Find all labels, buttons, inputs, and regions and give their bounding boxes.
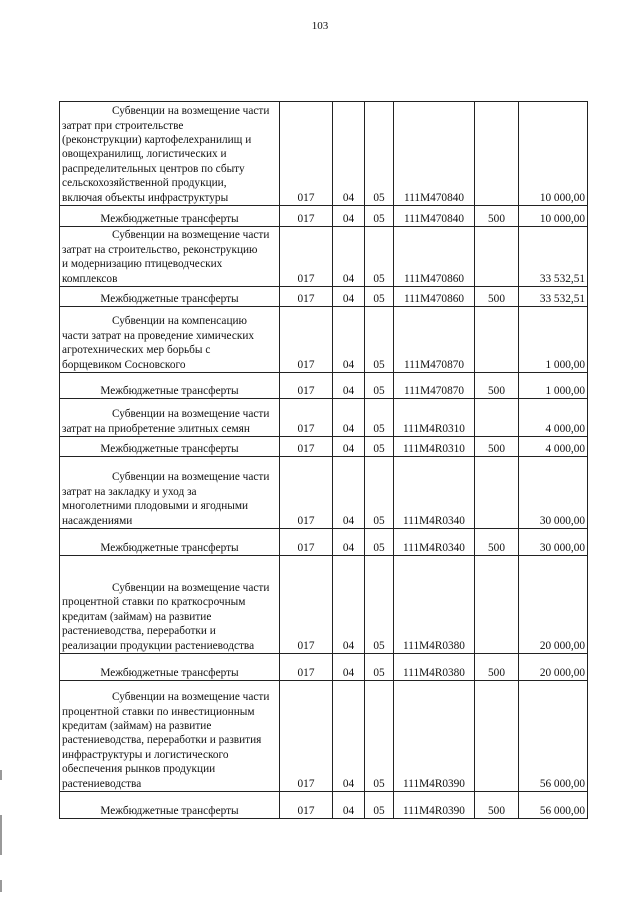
description-line: реализации продукции растениеводства bbox=[62, 639, 255, 652]
cell-amount: 1 000,00 bbox=[519, 307, 588, 373]
description-line: инфраструктуры и логистического bbox=[62, 748, 229, 761]
cell-subsection: 05 bbox=[365, 227, 394, 287]
cell-expense-type bbox=[475, 102, 519, 206]
cell-section: 04 bbox=[333, 654, 365, 681]
description-line: (реконструкции) картофелехранилищ и bbox=[62, 133, 252, 146]
cell-section: 04 bbox=[333, 227, 365, 287]
cell-target-article: 111М4R0390 bbox=[394, 681, 475, 792]
cell-expense-type: 500 bbox=[475, 437, 519, 457]
cell-description bbox=[60, 102, 280, 206]
description-line: и модернизацию птицеводческих bbox=[62, 258, 223, 271]
cell-target-article: 111М4R0340 bbox=[394, 529, 475, 556]
description-line: обеспечения рынков продукции bbox=[62, 763, 216, 776]
subvention-row bbox=[60, 556, 588, 654]
cell-expense-type bbox=[475, 457, 519, 529]
cell-section: 04 bbox=[333, 102, 365, 206]
cell-subsection: 05 bbox=[365, 373, 394, 399]
transfer-row bbox=[60, 206, 588, 227]
description-line: Межбюджетные трансферты bbox=[100, 292, 239, 305]
scan-edge-mark bbox=[0, 815, 2, 855]
cell-target-article: 111М4R0340 bbox=[394, 457, 475, 529]
cell-subsection: 05 bbox=[365, 654, 394, 681]
cell-description bbox=[60, 307, 280, 373]
cell-description bbox=[60, 556, 280, 654]
cell-section: 04 bbox=[333, 206, 365, 227]
subvention-row bbox=[60, 227, 588, 287]
cell-grbs: 017 bbox=[280, 437, 333, 457]
cell-expense-type: 500 bbox=[475, 654, 519, 681]
description-line: растениеводства, переработки и bbox=[62, 625, 216, 638]
cell-grbs: 017 bbox=[280, 556, 333, 654]
cell-amount: 30 000,00 bbox=[519, 529, 588, 556]
description-line: кредитам (займам) на развитие bbox=[62, 719, 212, 732]
cell-description bbox=[60, 792, 280, 819]
cell-target-article: 111М4R0390 bbox=[394, 792, 475, 819]
description-line: части затрат на проведение химических bbox=[62, 329, 255, 342]
description-line: Субвенции на возмещение части bbox=[112, 471, 270, 484]
description-line: насаждениями bbox=[62, 514, 133, 527]
cell-grbs: 017 bbox=[280, 399, 333, 437]
page-number: 103 bbox=[311, 20, 329, 32]
cell-subsection: 05 bbox=[365, 287, 394, 307]
description-line: Субвенции на возмещение части bbox=[112, 408, 270, 421]
description-line: процентной ставки по краткосрочным bbox=[62, 596, 246, 609]
cell-expense-type: 500 bbox=[475, 287, 519, 307]
scan-edge-mark bbox=[0, 880, 2, 892]
cell-expense-type bbox=[475, 227, 519, 287]
cell-target-article: 111М470860 bbox=[394, 227, 475, 287]
cell-amount: 30 000,00 bbox=[519, 457, 588, 529]
description-line: Субвенции на возмещение части bbox=[112, 581, 270, 594]
description-line: растениеводства, переработки и развития bbox=[62, 734, 262, 747]
subvention-row bbox=[60, 399, 588, 437]
cell-grbs: 017 bbox=[280, 654, 333, 681]
cell-subsection: 05 bbox=[365, 792, 394, 819]
subvention-row bbox=[60, 102, 588, 206]
cell-amount: 1 000,00 bbox=[519, 373, 588, 399]
cell-expense-type bbox=[475, 681, 519, 792]
cell-grbs: 017 bbox=[280, 307, 333, 373]
transfer-row bbox=[60, 373, 588, 399]
cell-section: 04 bbox=[333, 437, 365, 457]
cell-subsection: 05 bbox=[365, 399, 394, 437]
description-line: овощехранилищ, логистических и bbox=[62, 148, 227, 161]
cell-amount: 20 000,00 bbox=[519, 556, 588, 654]
budget-table bbox=[59, 101, 588, 819]
cell-amount: 20 000,00 bbox=[519, 654, 588, 681]
cell-description bbox=[60, 399, 280, 437]
cell-amount: 33 532,51 bbox=[519, 227, 588, 287]
cell-expense-type bbox=[475, 556, 519, 654]
cell-target-article: 111М470870 bbox=[394, 373, 475, 399]
subvention-row bbox=[60, 681, 588, 792]
cell-grbs: 017 bbox=[280, 102, 333, 206]
cell-section: 04 bbox=[333, 792, 365, 819]
subvention-row bbox=[60, 457, 588, 529]
cell-target-article: 111М4R0380 bbox=[394, 556, 475, 654]
cell-grbs: 017 bbox=[280, 206, 333, 227]
cell-description bbox=[60, 287, 280, 307]
description-line: сельскохозяйственной продукции, bbox=[62, 177, 227, 190]
description-line: Субвенции на возмещение части bbox=[112, 229, 270, 242]
cell-amount: 4 000,00 bbox=[519, 399, 588, 437]
cell-target-article: 111М4R0310 bbox=[394, 399, 475, 437]
description-line: борщевиком Сосновского bbox=[62, 358, 186, 371]
description-line: процентной ставки по инвестиционным bbox=[62, 705, 255, 718]
subvention-row bbox=[60, 307, 588, 373]
description-line: кредитам (займам) на развитие bbox=[62, 610, 212, 623]
cell-grbs: 017 bbox=[280, 373, 333, 399]
cell-amount: 56 000,00 bbox=[519, 681, 588, 792]
cell-target-article: 111М4R0310 bbox=[394, 437, 475, 457]
cell-expense-type bbox=[475, 307, 519, 373]
cell-section: 04 bbox=[333, 399, 365, 437]
description-line: затрат на закладку и уход за bbox=[62, 485, 197, 498]
cell-grbs: 017 bbox=[280, 287, 333, 307]
cell-section: 04 bbox=[333, 457, 365, 529]
cell-amount: 56 000,00 bbox=[519, 792, 588, 819]
description-line: включая объекты инфраструктуры bbox=[62, 191, 229, 204]
description-line: многолетними плодовыми и ягодными bbox=[62, 500, 249, 513]
cell-target-article: 111М470840 bbox=[394, 206, 475, 227]
cell-description bbox=[60, 681, 280, 792]
cell-target-article: 111М470870 bbox=[394, 307, 475, 373]
cell-section: 04 bbox=[333, 307, 365, 373]
cell-grbs: 017 bbox=[280, 681, 333, 792]
description-line: Субвенции на компенсацию bbox=[112, 315, 247, 328]
cell-amount: 33 532,51 bbox=[519, 287, 588, 307]
cell-target-article: 111М470840 bbox=[394, 102, 475, 206]
cell-amount: 10 000,00 bbox=[519, 206, 588, 227]
description-line: затрат на строительство, реконструкцию bbox=[62, 243, 258, 256]
cell-description bbox=[60, 457, 280, 529]
cell-expense-type: 500 bbox=[475, 529, 519, 556]
cell-description bbox=[60, 529, 280, 556]
description-line: Межбюджетные трансферты bbox=[100, 666, 239, 679]
cell-description bbox=[60, 437, 280, 457]
cell-target-article: 111М4R0380 bbox=[394, 654, 475, 681]
transfer-row bbox=[60, 287, 588, 307]
description-line: распределительных центров по сбыту bbox=[62, 162, 245, 175]
cell-expense-type: 500 bbox=[475, 373, 519, 399]
cell-description bbox=[60, 206, 280, 227]
scan-edge-mark bbox=[0, 770, 2, 780]
cell-target-article: 111М470860 bbox=[394, 287, 475, 307]
cell-section: 04 bbox=[333, 681, 365, 792]
description-line: растениеводства bbox=[62, 777, 142, 790]
transfer-row bbox=[60, 792, 588, 819]
cell-amount: 10 000,00 bbox=[519, 102, 588, 206]
description-line: затрат при строительстве bbox=[62, 119, 184, 132]
cell-amount: 4 000,00 bbox=[519, 437, 588, 457]
description-line: Субвенции на возмещение части bbox=[112, 691, 270, 704]
description-line: комплексов bbox=[62, 272, 118, 285]
description-line: Межбюджетные трансферты bbox=[100, 541, 239, 554]
cell-subsection: 05 bbox=[365, 556, 394, 654]
cell-description bbox=[60, 227, 280, 287]
description-line: Субвенции на возмещение части bbox=[112, 105, 270, 118]
cell-grbs: 017 bbox=[280, 457, 333, 529]
cell-subsection: 05 bbox=[365, 102, 394, 206]
cell-section: 04 bbox=[333, 373, 365, 399]
cell-section: 04 bbox=[333, 529, 365, 556]
description-line: Межбюджетные трансферты bbox=[100, 212, 239, 225]
cell-subsection: 05 bbox=[365, 307, 394, 373]
cell-description bbox=[60, 373, 280, 399]
cell-grbs: 017 bbox=[280, 792, 333, 819]
cell-subsection: 05 bbox=[365, 457, 394, 529]
table-body bbox=[60, 102, 588, 819]
description-line: Межбюджетные трансферты bbox=[100, 384, 239, 397]
cell-subsection: 05 bbox=[365, 206, 394, 227]
cell-subsection: 05 bbox=[365, 529, 394, 556]
description-line: Межбюджетные трансферты bbox=[100, 804, 239, 817]
cell-grbs: 017 bbox=[280, 227, 333, 287]
cell-subsection: 05 bbox=[365, 681, 394, 792]
transfer-row bbox=[60, 654, 588, 681]
transfer-row bbox=[60, 437, 588, 457]
cell-expense-type: 500 bbox=[475, 206, 519, 227]
description-line: затрат на приобретение элитных семян bbox=[62, 422, 250, 435]
cell-expense-type: 500 bbox=[475, 792, 519, 819]
transfer-row bbox=[60, 529, 588, 556]
description-line: агротехнических мер борьбы с bbox=[62, 344, 211, 357]
cell-expense-type bbox=[475, 399, 519, 437]
cell-section: 04 bbox=[333, 287, 365, 307]
cell-grbs: 017 bbox=[280, 529, 333, 556]
cell-section: 04 bbox=[333, 556, 365, 654]
cell-subsection: 05 bbox=[365, 437, 394, 457]
cell-description bbox=[60, 654, 280, 681]
description-line: Межбюджетные трансферты bbox=[100, 442, 239, 455]
